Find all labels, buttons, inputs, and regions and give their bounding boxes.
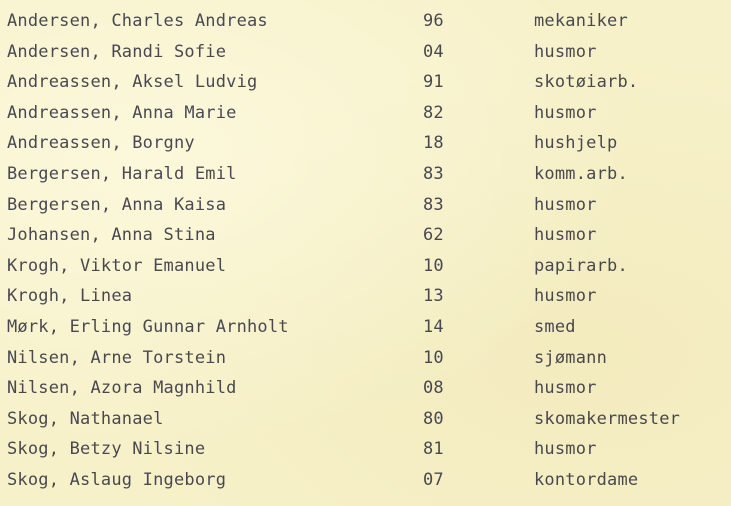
occupation: husmor	[534, 378, 597, 399]
record-row	[0, 190, 731, 221]
record-row	[0, 281, 731, 312]
person-name: Krogh, Viktor Emanuel	[7, 255, 227, 276]
record-list	[0, 6, 731, 496]
occupation: husmor	[534, 286, 597, 307]
occupation: skomakermester	[534, 408, 681, 429]
occupation: husmor	[534, 41, 597, 62]
birth-year: 80	[423, 408, 444, 429]
person-name: Bergersen, Harald Emil	[7, 163, 237, 184]
record-row	[0, 465, 731, 496]
person-name: Andersen, Charles Andreas	[7, 11, 268, 31]
occupation: sjømann	[534, 347, 608, 368]
person-name: Nilsen, Azora Magnhild	[7, 378, 237, 399]
occupation: husmor	[534, 439, 597, 460]
occupation: kontordame	[534, 469, 639, 490]
birth-year: 10	[423, 347, 444, 368]
birth-year: 83	[423, 194, 444, 215]
birth-year: 81	[423, 439, 444, 460]
birth-year: 62	[423, 225, 444, 246]
person-name: Skog, Nathanael	[7, 408, 164, 429]
record-row	[0, 343, 731, 374]
occupation: papirarb.	[534, 255, 628, 276]
person-name: Skog, Betzy Nilsine	[7, 439, 206, 460]
occupation: smed	[534, 316, 576, 337]
occupation: husmor	[534, 194, 597, 215]
birth-year: 91	[423, 72, 444, 93]
record-row	[0, 312, 731, 343]
person-name: Nilsen, Arne Torstein	[7, 347, 227, 368]
person-name: Krogh, Linea	[7, 286, 133, 307]
record-row	[0, 434, 731, 465]
birth-year: 13	[423, 286, 444, 307]
birth-year: 10	[423, 255, 444, 276]
person-name: Johansen, Anna Stina	[7, 225, 216, 246]
birth-year: 96	[423, 11, 444, 31]
record-row	[0, 251, 731, 282]
record-row	[0, 67, 731, 98]
birth-year: 83	[423, 163, 444, 184]
occupation: husmor	[534, 102, 597, 123]
record-row	[0, 128, 731, 159]
record-row	[0, 220, 731, 251]
person-name: Mørk, Erling Gunnar Arnholt	[7, 316, 289, 337]
record-row	[0, 98, 731, 129]
record-row	[0, 373, 731, 404]
birth-year: 04	[423, 41, 444, 62]
occupation: mekaniker	[534, 11, 628, 31]
occupation: husmor	[534, 225, 597, 246]
record-row	[0, 6, 731, 37]
occupation: skotøiarb.	[534, 72, 639, 93]
birth-year: 14	[423, 316, 444, 337]
birth-year: 07	[423, 469, 444, 490]
record-row	[0, 37, 731, 68]
birth-year: 18	[423, 133, 444, 154]
birth-year: 08	[423, 378, 444, 399]
person-name: Skog, Aslaug Ingeborg	[7, 469, 227, 490]
person-name: Andersen, Randi Sofie	[7, 41, 227, 62]
occupation: komm.arb.	[534, 163, 628, 184]
person-name: Bergersen, Anna Kaisa	[7, 194, 227, 215]
record-row	[0, 404, 731, 435]
person-name: Andreassen, Aksel Ludvig	[7, 72, 258, 93]
birth-year: 82	[423, 102, 444, 123]
person-name: Andreassen, Anna Marie	[7, 102, 237, 123]
record-row	[0, 159, 731, 190]
person-name: Andreassen, Borgny	[7, 133, 195, 154]
occupation: hushjelp	[534, 133, 618, 154]
